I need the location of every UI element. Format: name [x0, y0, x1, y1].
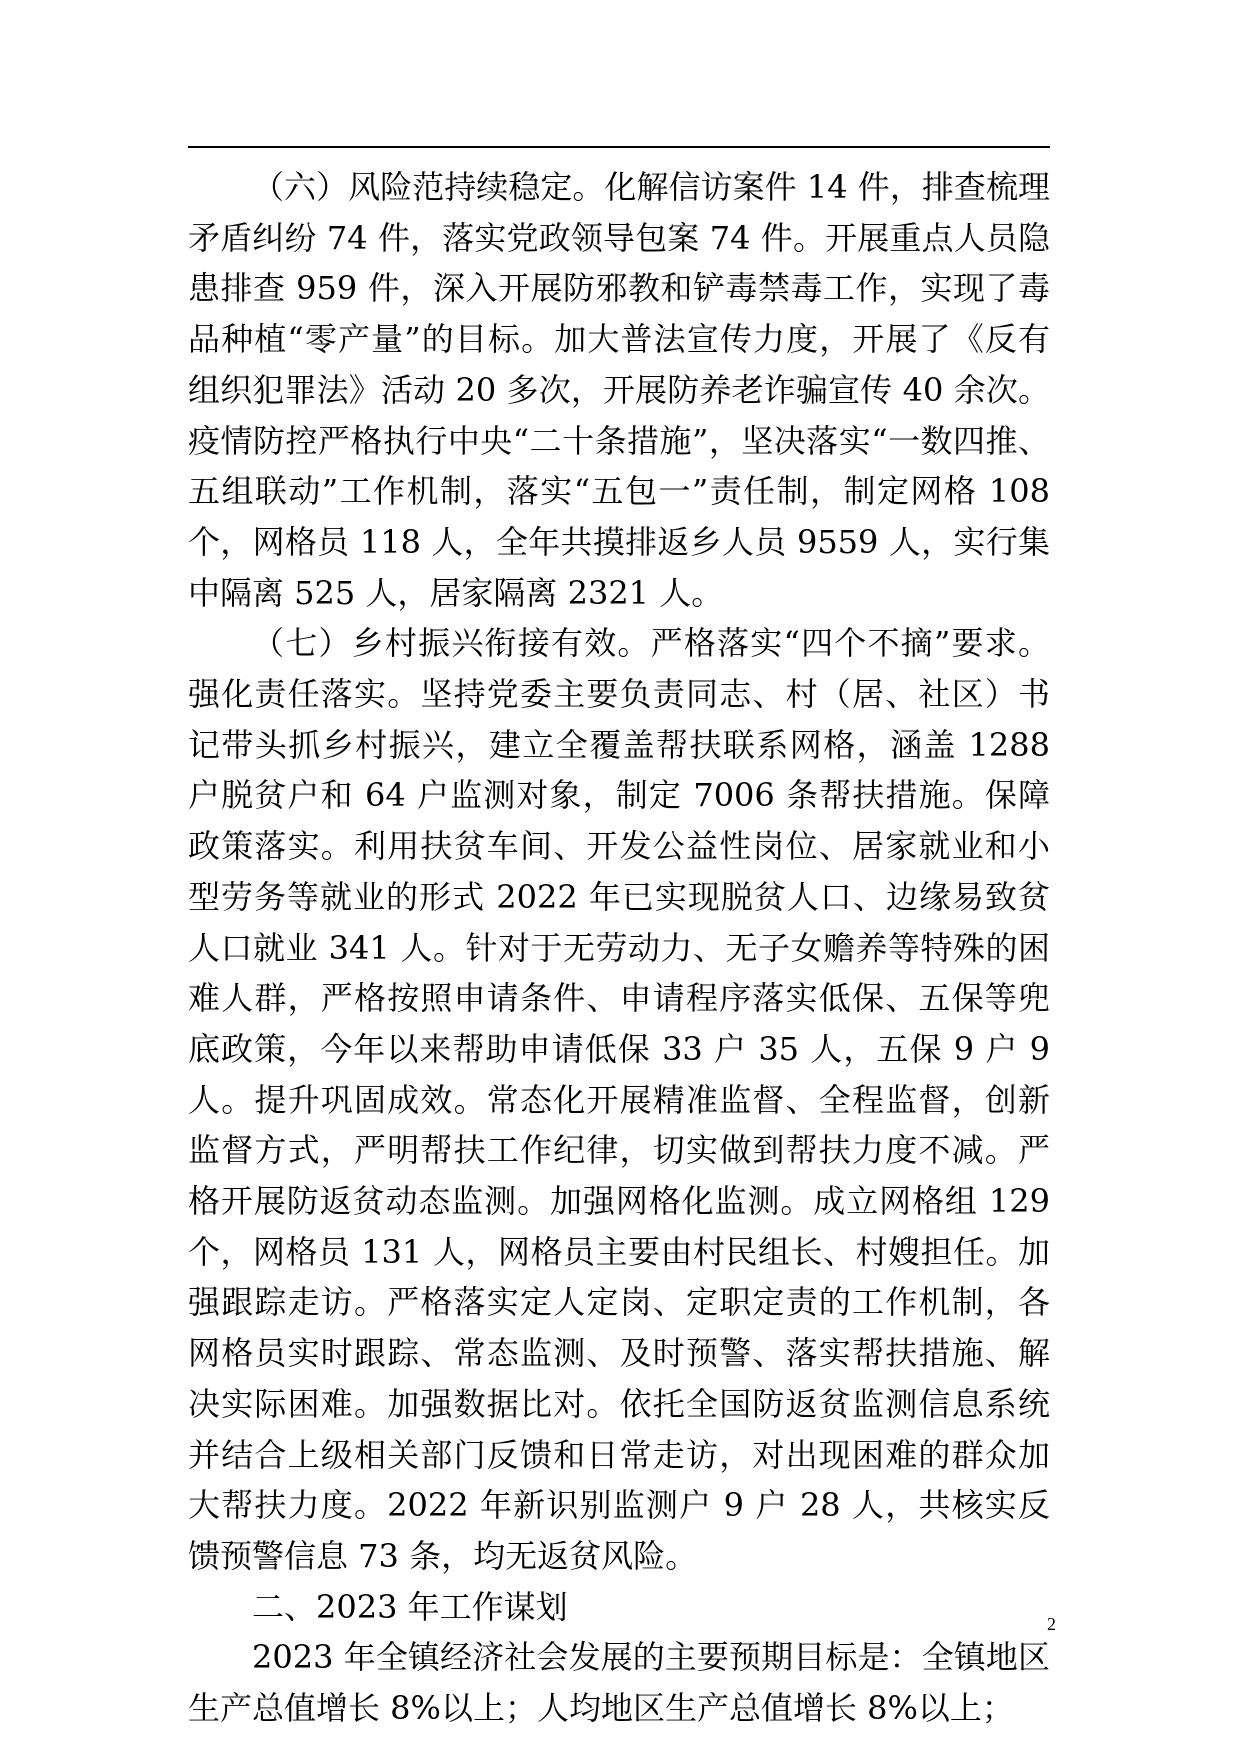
document-body: [188, 162, 1050, 1734]
paragraph-risk-prevention: （六）风险范持续稳定。化解信访案件 14 件，排查梳理矛盾纠纷 74 件，落实党政领导包案 74 件。开展重点人员隐患排查 959 件，深入开展防邪教和铲毒禁毒工作，实现了毒品种植“零产量”的目标。加大普法宣传力度，开展了《反有组织犯罪法》活动 20 多次，开展防养老诈骗宣传 40 余次。疫情防控严格执行中央“二十条措施”，坚决落实“一数四推、五组联动”工作机制，落实“五包一”责任制，制定网格 108 个，网格员 118 人，全年共摸排返乡人员 9559 人，实行集中隔离 525 人，居家隔离 2321 人。: [188, 168, 1050, 612]
section-heading: 二、2023 年工作谋划: [252, 1587, 568, 1626]
header-rule: [188, 146, 1050, 148]
page-number: 2: [1047, 1614, 1056, 1634]
paragraph-rural-revitalization: （七）乡村振兴衔接有效。严格落实“四个不摘”要求。强化责任落实。坚持党委主要负责同志、村（居、社区）书记带头抓乡村振兴，建立全覆盖帮扶联系网格，涵盖 1288 户脱贫户和 64 户监测对象，制定 7006 条帮扶措施。保障政策落实。利用扶贫车间、开发公益性岗位、居家就业和小型劳务等就业的形式 2022 年已实现脱贫人口、边缘易致贫人口就业 341 人。针对于无劳动力、无子女赡养等特殊的困难人群，严格按照申请条件、申请程序落实低保、五保等兜底政策，今年以来帮助申请低保 33 户 35 人，五保 9 户 9 人。提升巩固成效。常态化开展精准监督、全程监督，创新监督方式，严明帮扶工作纪律，切实做到帮扶力度不减。严格开展防返贫动态监测。加强网格化监测。成立网格组 129 个，网格员 131 人，网格员主要由村民组长、村嫂担任。加强跟踪走访。严格落实定人定岗、定职定责的工作机制，各网格员实时跟踪、常态监测、及时预警、落实帮扶措施、解决实际困难。加强数据比对。依托全国防返贫监测信息系统并结合上级相关部门反馈和日常走访，对出现困难的群众加大帮扶力度。2022 年新识别监测户 9 户 28 人，共核实反馈预警信息 73 条，均无返贫风险。: [188, 624, 1050, 1575]
paragraph-2023-targets: 2023 年全镇经济社会发展的主要预期目标是：全镇地区生产总值增长 8%以上；人均地区生产总值增长 8%以上；: [188, 1638, 1050, 1728]
